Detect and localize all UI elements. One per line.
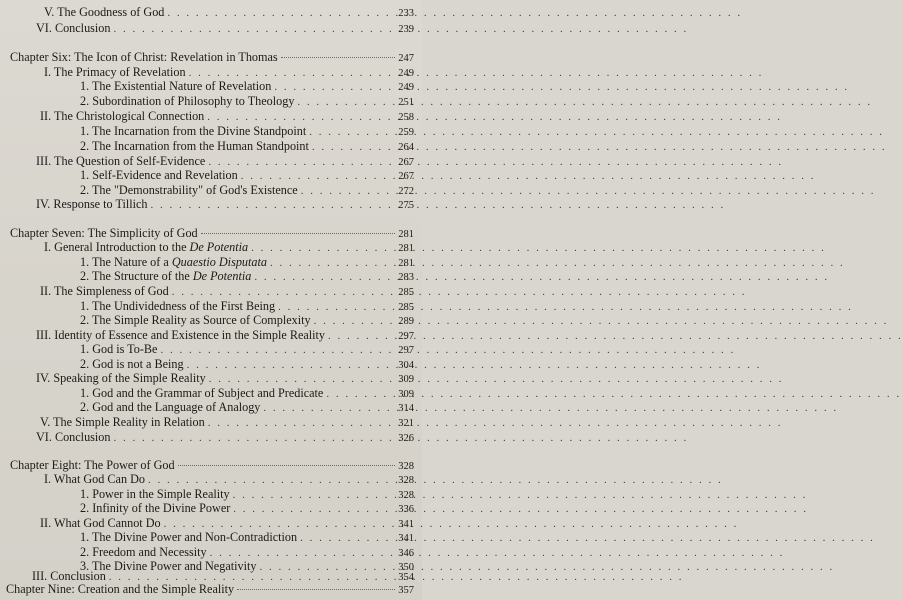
toc-entry-title: II. What God Cannot Do xyxy=(40,516,161,530)
toc-entry-title xyxy=(80,255,267,270)
toc-entry-title: III. Identity of Essence and Existence in the Simple Reality xyxy=(36,328,326,342)
toc-entry-page: 251 xyxy=(398,97,414,108)
toc-entry-title xyxy=(80,269,251,284)
toc-entry-title: 2. Freedom and Necessity xyxy=(80,545,207,559)
toc-entry-page: 264 xyxy=(398,142,414,153)
toc-entry-title: IV. Response to Tillich xyxy=(36,197,148,211)
toc-entry-page: 258 xyxy=(398,112,414,123)
toc-entry-page: 297 xyxy=(398,345,414,356)
toc-entry xyxy=(80,386,414,401)
dot-leader xyxy=(300,531,395,546)
dot-leader xyxy=(167,6,395,21)
toc-entry xyxy=(44,472,414,487)
toc-entry-title: 2. God and the Language of Analogy xyxy=(80,400,261,414)
dot-leader xyxy=(151,198,395,213)
toc-entry xyxy=(40,516,414,531)
toc-entry-title: 2. The "Demonstrability" of God's Existence xyxy=(80,183,298,197)
toc-entry xyxy=(36,21,414,36)
toc-entry-page: 259 xyxy=(398,127,414,138)
toc-entry-page: 285 xyxy=(398,302,414,313)
dot-leader xyxy=(314,314,395,329)
toc-entry-page: 309 xyxy=(398,389,414,400)
toc-entry xyxy=(80,299,414,314)
toc-entry-page: 233 xyxy=(398,8,414,19)
dot-leader xyxy=(263,401,395,416)
toc-chapter-entry xyxy=(10,458,414,473)
dot-leader xyxy=(113,431,395,446)
toc-entry-title-text: 1. The Nature of a xyxy=(80,255,172,269)
toc-entry-page: 341 xyxy=(398,519,414,530)
toc-entry-page: 314 xyxy=(398,403,414,414)
dot-leader xyxy=(297,95,395,110)
toc-entry-page: 249 xyxy=(398,68,414,79)
toc-entry xyxy=(80,124,414,139)
toc-entry xyxy=(80,545,414,560)
toc-entry xyxy=(80,255,414,270)
dot-leader xyxy=(160,343,395,358)
toc-entry-page: 289 xyxy=(398,316,414,327)
toc-entry-title: Chapter Eight: The Power of God xyxy=(10,458,175,472)
toc-entry-page: 336 xyxy=(398,504,414,515)
toc-entry xyxy=(80,530,414,545)
dot-leader xyxy=(207,110,395,125)
toc-entry xyxy=(36,197,414,212)
toc-entry-title: 1. God is To-Be xyxy=(80,342,158,356)
toc-entry xyxy=(36,430,414,445)
toc-entry xyxy=(36,371,414,386)
toc-entry-title-italic: De Potentia xyxy=(189,240,249,254)
toc-chapter-entry xyxy=(6,582,414,597)
toc-entry-title: IV. Speaking of the Simple Reality xyxy=(36,371,206,385)
toc-entry-page: 328 xyxy=(398,490,414,501)
toc-entry-page: 328 xyxy=(398,461,414,472)
toc-entry-page: 281 xyxy=(398,243,414,254)
dot-leader xyxy=(309,125,395,140)
toc-page xyxy=(0,0,422,600)
toc-entry-title: Chapter Six: The Icon of Christ: Revelation in Thomas xyxy=(10,50,278,64)
toc-entry-title: I. The Primacy of Revelation xyxy=(44,65,186,79)
toc-entry xyxy=(80,79,414,94)
toc-entry xyxy=(40,415,414,430)
dot-leader xyxy=(208,416,395,431)
toc-entry xyxy=(36,154,414,169)
toc-entry-title-text: I. General Introduction to the xyxy=(44,240,190,254)
toc-entry-page: 350 xyxy=(398,562,414,573)
toc-entry-title: II. The Christological Connection xyxy=(40,109,205,123)
toc-entry xyxy=(44,5,414,20)
toc-entry-title: 1. The Incarnation from the Divine Standpoint xyxy=(80,124,307,138)
toc-entry-title-italic: De Potentia xyxy=(192,269,252,283)
toc-entry-title: 1. The Divine Power and Non-Contradiction xyxy=(80,530,298,544)
toc-entry xyxy=(80,94,414,109)
toc-entry-page: 309 xyxy=(398,374,414,385)
dot-leader xyxy=(251,241,395,256)
toc-entry-page: 285 xyxy=(398,287,414,298)
toc-entry xyxy=(80,501,414,516)
dot-leader xyxy=(241,169,395,184)
toc-entry-page: 283 xyxy=(398,272,414,283)
toc-entry-title: 1. Power in the Simple Reality xyxy=(80,487,230,501)
dot-leader xyxy=(233,502,395,517)
toc-entry xyxy=(80,269,414,284)
toc-entry-title: V. The Simple Reality in Relation xyxy=(40,415,205,429)
toc-entry-title: 1. Self-Evidence and Revelation xyxy=(80,168,238,182)
toc-entry-title: 2. The Simple Reality as Source of Complexity xyxy=(80,313,311,327)
toc-entry-title: 1. God and the Grammar of Subject and Predicate xyxy=(80,386,324,400)
toc-entry xyxy=(40,284,414,299)
toc-entry-page: 346 xyxy=(398,548,414,559)
toc-entry-page: 267 xyxy=(398,157,414,168)
dot-leader xyxy=(237,589,395,590)
toc-entry xyxy=(80,168,414,183)
dot-leader xyxy=(281,57,395,58)
dot-leader xyxy=(148,473,395,488)
toc-entry xyxy=(80,487,414,502)
toc-entry xyxy=(40,109,414,124)
toc-entry xyxy=(44,240,414,255)
dot-leader xyxy=(178,465,395,466)
toc-entry-page: 272 xyxy=(398,186,414,197)
toc-entry-page: 281 xyxy=(398,229,414,240)
toc-entry-page: 267 xyxy=(398,171,414,182)
toc-entry-title: VI. Conclusion xyxy=(36,430,111,444)
toc-entry xyxy=(80,400,414,415)
toc-entry-page: 281 xyxy=(398,258,414,269)
dot-leader xyxy=(172,285,395,300)
toc-entry-page: 297 xyxy=(398,331,414,342)
toc-entry xyxy=(80,139,414,154)
toc-entry-title: III. Conclusion xyxy=(32,569,106,583)
toc-entry-page: 249 xyxy=(398,82,414,93)
toc-entry-title: 2. Subordination of Philosophy to Theology xyxy=(80,94,295,108)
toc-chapter-entry xyxy=(10,50,414,65)
toc-entry-page: 328 xyxy=(398,475,414,486)
toc-entry-title: 3. The Divine Power and Negativity xyxy=(80,559,257,573)
toc-entry xyxy=(80,183,414,198)
toc-entry-title: 1. The Undividedness of the First Being xyxy=(80,299,276,313)
toc-entry-title-italic: Quaestio Disputata xyxy=(171,255,267,269)
toc-entry-title: 2. The Incarnation from the Human Standpoint xyxy=(80,139,309,153)
toc-entry xyxy=(44,65,414,80)
dot-leader xyxy=(209,372,395,387)
toc-entry-page: 354 xyxy=(398,572,414,583)
toc-entry-title: 2. Infinity of the Divine Power xyxy=(80,501,231,515)
toc-entry-title: 2. God is not a Being xyxy=(80,357,184,371)
toc-entry-title: II. The Simpleness of God xyxy=(40,284,169,298)
toc-entry-title: I. What God Can Do xyxy=(44,472,145,486)
dot-leader xyxy=(113,22,395,37)
toc-entry-title: Chapter Nine: Creation and the Simple Reality xyxy=(6,582,235,596)
toc-entry-title: V. The Goodness of God xyxy=(44,5,165,19)
toc-entry-page: 326 xyxy=(398,433,414,444)
toc-entry-title: VI. Conclusion xyxy=(36,21,111,35)
toc-entry-title xyxy=(44,240,248,255)
toc-entry-page: 275 xyxy=(398,200,414,211)
toc-entry-title-text: 2. The Structure of the xyxy=(80,269,193,283)
dot-leader xyxy=(312,140,395,155)
toc-entry-page: 247 xyxy=(398,53,414,64)
toc-entry-title: Chapter Seven: The Simplicity of God xyxy=(10,226,198,240)
toc-entry-page: 341 xyxy=(398,533,414,544)
toc-entry-page: 321 xyxy=(398,418,414,429)
dot-leader xyxy=(274,80,395,95)
toc-entry-page: 239 xyxy=(398,24,414,35)
dot-leader xyxy=(201,233,395,234)
toc-chapter-entry xyxy=(10,226,414,241)
toc-entry-page: 304 xyxy=(398,360,414,371)
toc-entry xyxy=(80,357,414,372)
toc-entry xyxy=(36,328,414,343)
toc-entry xyxy=(80,313,414,328)
toc-entry-title: III. The Question of Self-Evidence xyxy=(36,154,206,168)
toc-entry xyxy=(80,342,414,357)
dot-leader xyxy=(254,270,395,285)
toc-entry-title: 1. The Existential Nature of Revelation xyxy=(80,79,272,93)
toc-entry-page: 357 xyxy=(398,585,414,596)
